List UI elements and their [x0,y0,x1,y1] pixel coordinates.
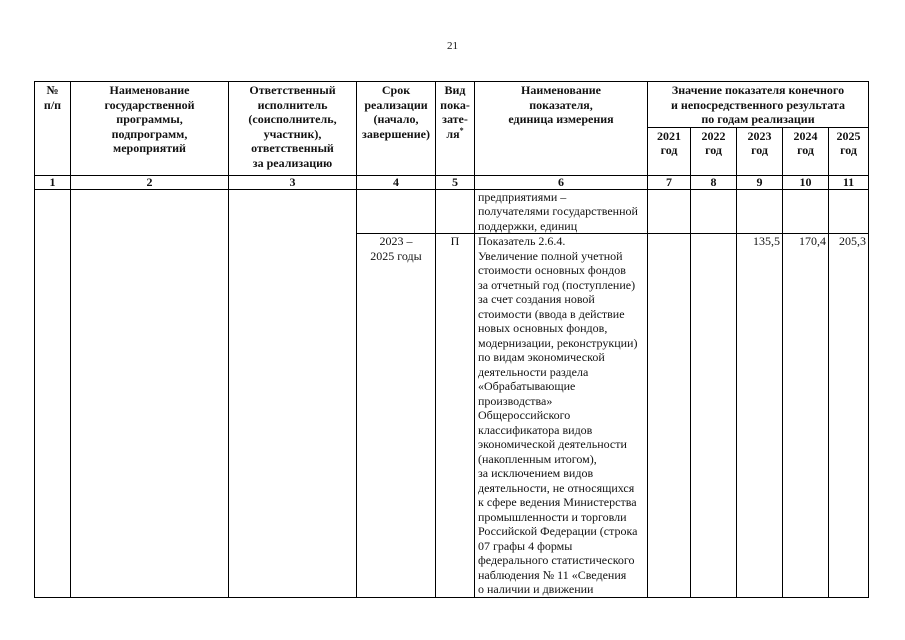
column-number: 7 [648,175,691,189]
column-number: 5 [436,175,475,189]
column-number: 9 [737,175,783,189]
responsible-cell [229,189,357,597]
column-number: 11 [829,175,869,189]
value-2023-cell [737,189,783,234]
column-number: 1 [35,175,71,189]
value-2022-cell [691,234,737,598]
value-2024-cell: 170,4 [783,234,829,598]
value-2024-cell [783,189,829,234]
header-indicator-type: Вид пока- зате- ля* [436,82,475,176]
header-indicator-name: Наименование показателя, единица измерения [475,82,648,176]
header-values-group: Значение показателя конечного и непосредственного результата по годам реализации [648,82,869,128]
footnote-mark: * [459,125,464,135]
page-number: 21 [447,40,458,52]
header-number-col: № п/п [35,82,71,176]
program-name-cell [71,189,229,597]
indicators-table [34,81,869,598]
header-year-2025: 2025 год [829,127,869,175]
header-year-2023: 2023 год [737,127,783,175]
value-2025-cell: 205,3 [829,234,869,598]
header-program-name: Наименование государственной программы, подпрограмм, мероприятий [71,82,229,176]
header-year-2024: 2024 год [783,127,829,175]
column-number: 4 [357,175,436,189]
value-2022-cell [691,189,737,234]
value-2021-cell [648,234,691,598]
indicator-type-cell: П [436,234,475,598]
header-period: Срок реализации (начало, завершение) [357,82,436,176]
column-number: 2 [71,175,229,189]
column-number: 8 [691,175,737,189]
indicator-name-cell: Показатель 2.6.4. Увеличение полной учетной стоимости основных фондов за отчетный год (поступление) за счет создания новой стоимости (ввода в действие новых основных фондов, модернизации, реконструкции) по видам экономической деятельности раздела «Обрабатывающие производства» Общероссийского классификатора видов экономической деятельности (накопленным итогом), за исключением видов деятельности, не относящихся к сфере ведения Министерства промышленности и торговли Российской Федерации (строка 07 графы 4 формы федерального статистического наблюдения № 11 «Сведения о наличии и движении [475,234,648,598]
number-cell [35,189,71,597]
header-year-2021: 2021 год [648,127,691,175]
value-2021-cell [648,189,691,234]
column-number: 3 [229,175,357,189]
header-responsible: Ответственный исполнитель (соисполнитель, участник), ответственный за реализацию [229,82,357,176]
indicator-type-cell [436,189,475,234]
table-row [35,189,869,234]
header-year-2022: 2022 год [691,127,737,175]
period-cell: 2023 – 2025 годы [357,234,436,598]
value-2023-cell: 135,5 [737,234,783,598]
column-number: 10 [783,175,829,189]
value-2025-cell [829,189,869,234]
column-numbers-row [35,175,869,189]
period-cell [357,189,436,234]
indicator-name-cell: предприятиями – получателями государственной поддержки, единиц [475,189,648,234]
column-number: 6 [475,175,648,189]
